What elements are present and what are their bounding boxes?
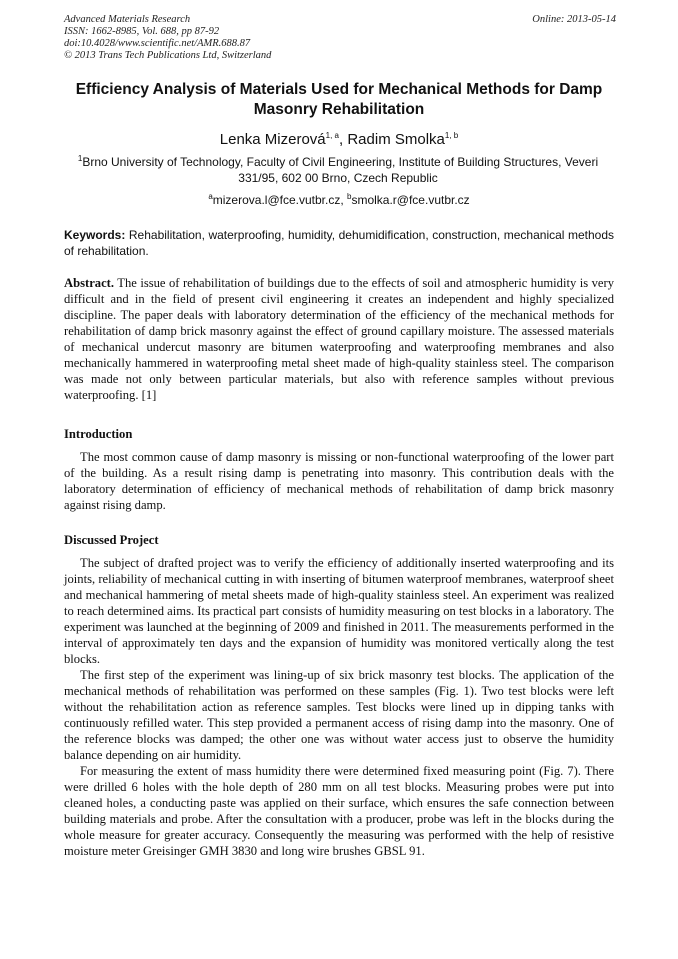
email-link[interactable]: smolka.r@fce.vutbr.cz (351, 193, 470, 207)
abstract-label: Abstract. (64, 276, 115, 290)
paragraph: The subject of drafted project was to verify the efficiency of additionally inserted waterproofing and its joints, reliability of mechanical cutting in with inserting of bitumen waterproof membranes, waterproof sheet and mechanical hammering of metal sheets made of high-quality stainless steel. An experiment was realized to reach determined aims. Its practical part consists of humidity measuring on test blocks in a laboratory. The experiment was launched at the beginning of 2009 and finished in 2011. The measurements performed in the interval of approximately ten days and the expansion of humidity was monitored vertically along the test blocks. (64, 556, 614, 666)
paragraph: The most common cause of damp masonry is missing or non-functional waterproofing of the lower part of the building. As a result rising damp is penetrating into masonry. This contribution deals with the laboratory determination of efficiency of mechanical methods of rehabilitation of damp brick masonry against rising damp. (64, 450, 614, 512)
affiliation-mark: 1 (77, 154, 83, 163)
section-discussed-project (64, 532, 614, 859)
online-date: Online: 2013-05-14 (532, 14, 616, 25)
section-heading: Discussed Project (64, 533, 159, 547)
author-separator: , (339, 131, 348, 148)
doi-line[interactable]: doi:10.4028/www.scientific.net/AMR.688.87 (64, 38, 251, 49)
author-name: Radim Smolka (347, 131, 445, 148)
email-mark: a (208, 192, 213, 201)
author-emails (60, 192, 618, 208)
abstract (64, 275, 614, 403)
author-affiliation-mark: 1, b (444, 131, 459, 140)
journal-name: Advanced Materials Research (64, 14, 191, 25)
journal-header (64, 14, 271, 62)
affiliation (62, 154, 614, 186)
author-line (60, 131, 618, 149)
author-name: Lenka Mizerová (219, 131, 326, 148)
keywords (64, 227, 614, 259)
section-introduction (64, 426, 614, 513)
affiliation-text: Brno University of Technology, Faculty of Civil Engineering, Institute of Building Structures, Veveri 331/95, 602 00 Brno, Czech Republic (82, 155, 599, 185)
email-separator: , (340, 193, 347, 207)
paper-title: Efficiency Analysis of Materials Used for Mechanical Methods for Damp Masonry Rehabilitation (75, 81, 603, 118)
copyright-line: © 2013 Trans Tech Publications Ltd, Switzerland (64, 50, 272, 61)
email-mark: b (347, 192, 352, 201)
abstract-text: The issue of rehabilitation of buildings due to the effects of soil and atmospheric humidity is very difficult and in the field of present civil engineering it creates an independent and highly specialized discipline. The paper deals with laboratory determination of the efficiency of the mechanical methods for rehabilitation of damp brick masonry against the effect of ground capillary moisture. The assessed materials of mechanical undercut masonry are bitumen waterproofing and waterproofing membranes and also mechanically hammered in waterproofing metal sheet made of high-quality stainless steel. The comparison was made not only between particular materials, but also with reference samples without previous waterproofing. [1] (64, 276, 614, 402)
issn-line: ISSN: 1662-8985, Vol. 688, pp 87-92 (64, 26, 220, 37)
author-affiliation-mark: 1, a (325, 131, 339, 140)
section-heading: Introduction (64, 427, 133, 441)
paragraph: The first step of the experiment was lining-up of six brick masonry test blocks. The application of the mechanical methods of rehabilitation was performed on these samples (Fig. 1). Two test blocks were left without the rehabilitation action as reference samples. Test blocks were lined up in dipping tanks with continuously refilled water. This step provided a permanent access of rising damp into the masonry. One of the reference blocks was damped; the other one was without water access just to observe the humidity balance depending on air humidity. (64, 668, 614, 762)
keywords-label: Keywords: (64, 228, 126, 242)
paragraph: For measuring the extent of mass humidity there were determined fixed measuring point (Fig. 7). There were drilled 6 holes with the hole depth of 280 mm on all test blocks. Measuring probes were put into cleaned holes, a conducting paste was applied on their surface, which ensures the safe connection between building materials and probe. After the consultation with a producer, probe was left in the blocks during the whole measure for greater accuracy. Consequently the measuring was performed with the help of resistive moisture meter Greisinger GMH 3830 and long wire brushes GBSL 91. (64, 764, 614, 858)
keywords-text: Rehabilitation, waterproofing, humidity, dehumidification, construction, mechanical methods of rehabilitation. (64, 228, 614, 258)
email-link[interactable]: mizerova.l@fce.vutbr.cz (212, 193, 341, 207)
